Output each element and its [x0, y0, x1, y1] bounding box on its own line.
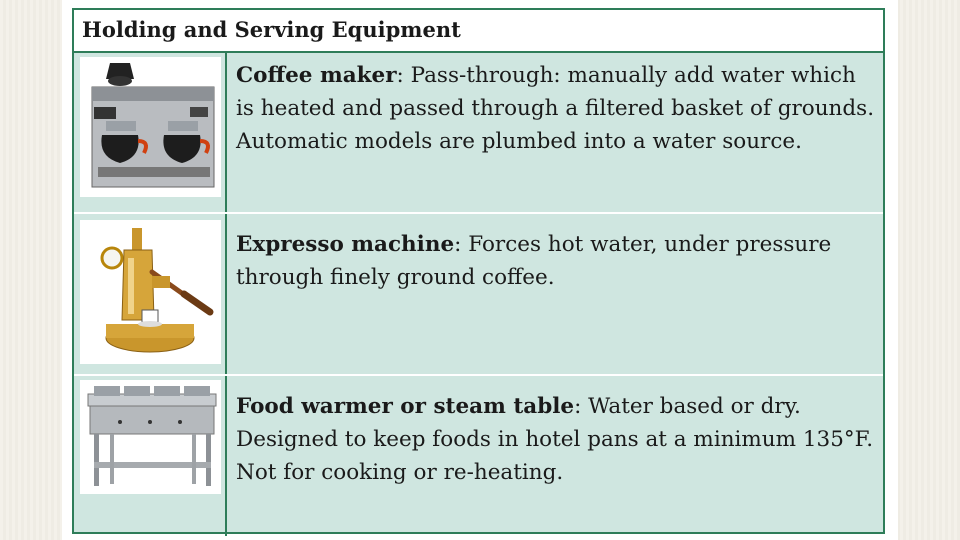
steam-table-image	[80, 380, 221, 494]
espresso-machine-image	[80, 220, 221, 364]
table-header	[74, 10, 883, 53]
equipment-description: : Forces hot water, under pressure through finely ground coffee.	[236, 232, 832, 290]
table-row	[74, 53, 883, 214]
equipment-table	[72, 8, 885, 534]
equipment-description: : Water based or dry. Designed to keep foods in hotel pans at a minimum 135°F. Not for cooking or re-heating.	[236, 394, 874, 485]
coffee-maker-image	[80, 57, 221, 197]
description-cell	[236, 59, 877, 158]
table-title: Holding and Serving Equipment	[82, 17, 461, 42]
equipment-description: : Pass-through: manually add water which is heated and passed through a filtered basket of grounds. Automatic models are plumbed into a water source.	[236, 63, 875, 154]
image-cell	[74, 53, 227, 212]
equipment-term: Food warmer or steam table	[236, 394, 575, 419]
description-cell	[236, 228, 877, 294]
equipment-term: Coffee maker	[236, 63, 397, 88]
equipment-term: Expresso machine	[236, 232, 455, 257]
description-cell	[236, 390, 877, 489]
table-row	[74, 376, 883, 536]
image-cell	[74, 376, 227, 536]
image-cell	[74, 214, 227, 374]
table-row	[74, 214, 883, 376]
